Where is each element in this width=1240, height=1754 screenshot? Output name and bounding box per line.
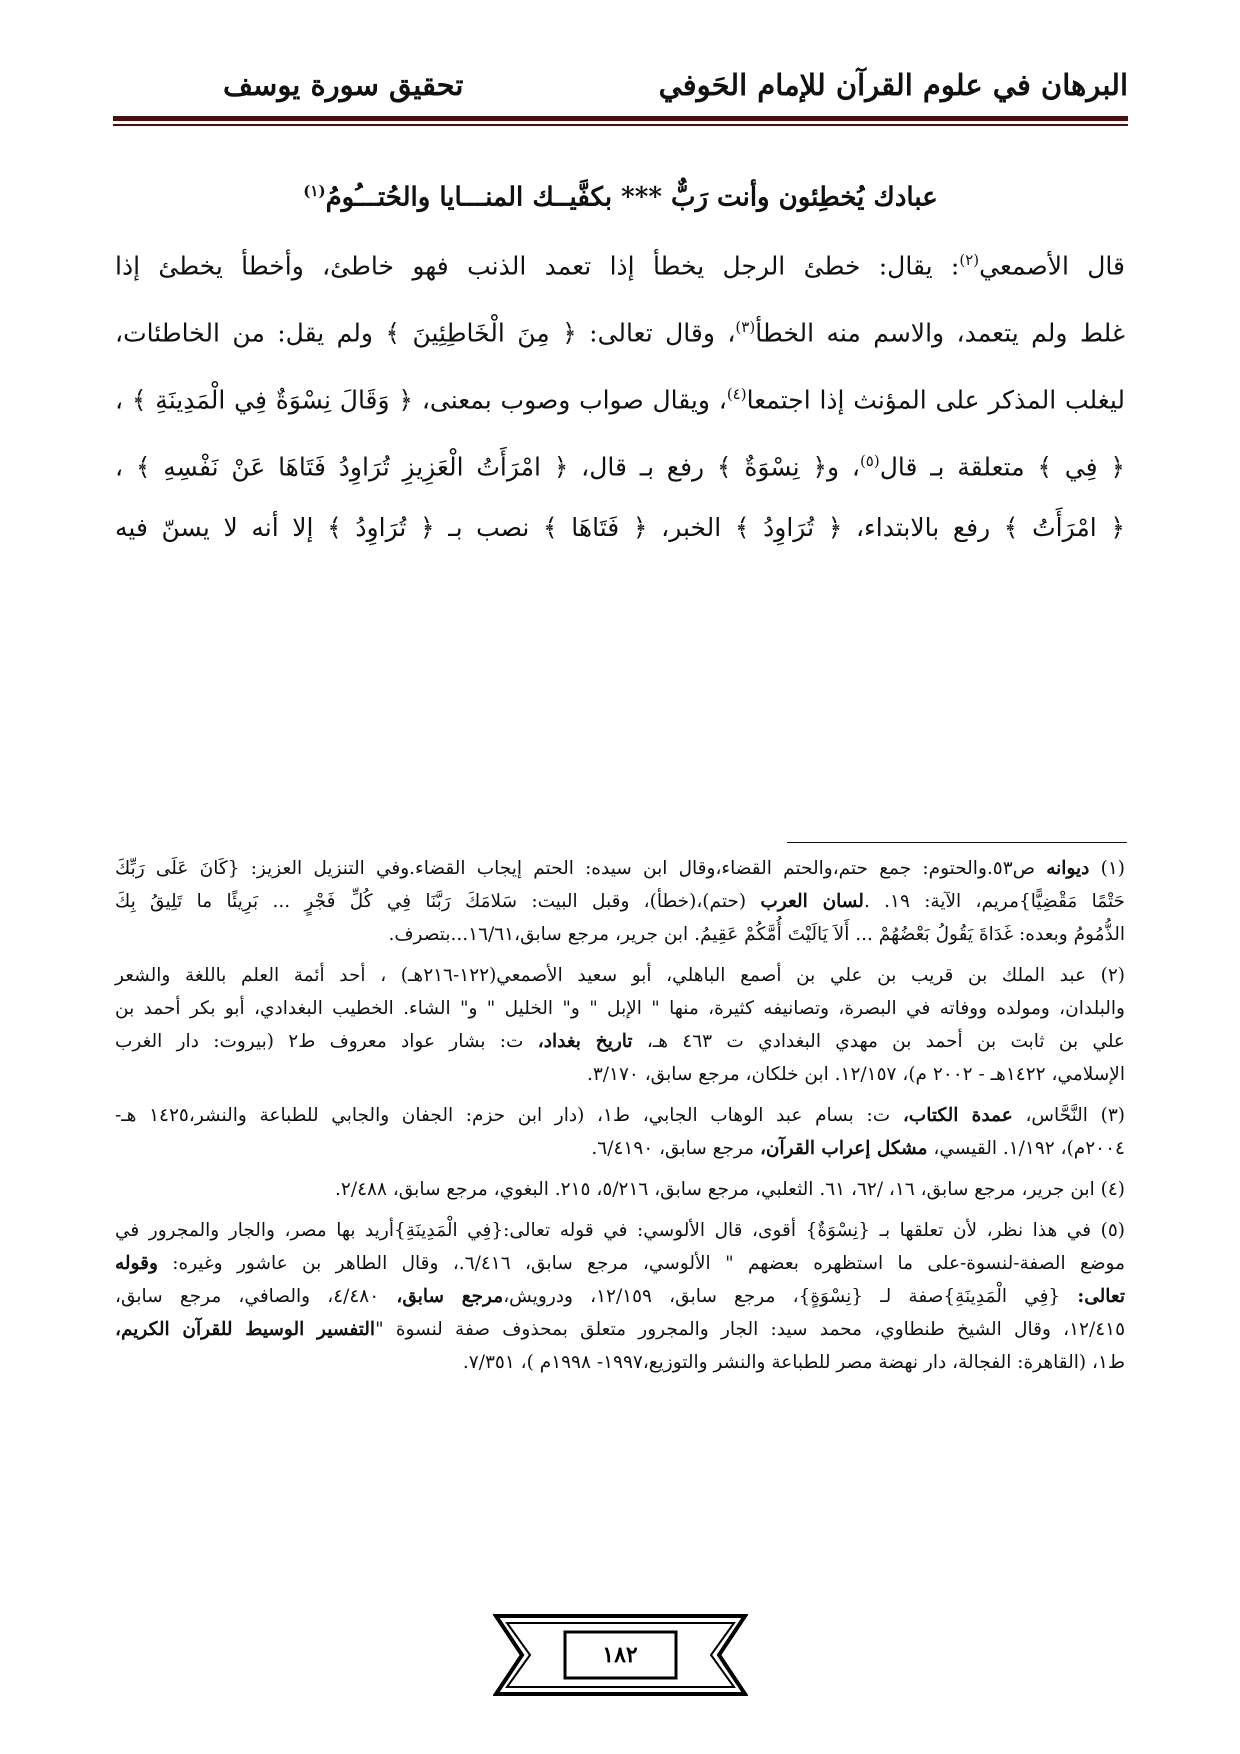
verse-text: عبادك يُخطِئون وأنت رَبٌّ *** بكفَّيــك المنـــايا والحُتـــُومُ <box>325 182 938 213</box>
footnote-ref: (٥) <box>859 452 880 470</box>
header-rule-thick <box>113 116 1128 121</box>
poetry-verse <box>113 182 1128 213</box>
text-line: ﴿ فِي ﴾ متعلقة بـ قال$^{(٥)}$، و﴿ نِسْوَةٌ ﴾ رفع بـ قال، ﴿ امْرَأَتُ الْعَزِيزِ تُرَاوِدُ فَتَاهَا عَنْ نَفْسِهِ ﴾ ، <box>115 452 1126 482</box>
footnote-5-line: ط١، (القاهرة: الفجالة، دار نهضة مصر للطباعة والنشر والتوزيع،١٩٩٧- ١٩٩٨م )، ٧/٣٥١. <box>462 1352 1125 1373</box>
footnote-5-line: تعالى: {فِي الْمَدِينَةِ}صفة لـ {نِسْوَةٍ}، مرجع سابق، ١٢/١٥٩، ودرويش،مرجع سابق، ٤/٤٨٠، والصافي، مرجع سابق، <box>115 1286 1125 1307</box>
text-line: ﴿ امْرَأَتُ ﴾ رفع بالابتداء، ﴿ تُرَاوِدُ ﴾ الخبر، ﴿ فَتَاهَا ﴾ نصب بـ ﴿ تُرَاوِدُ ﴾ إلا أنه لا يسنّ فيه <box>115 513 1125 542</box>
footnote-1-line: (١) ديوانه ص٥٣.والحتوم: جمع حتم،والحتم القضاء،وقال ابن سيده: الحتم إيجاب القضاء.وفي التنزيل العزيز: {كَانَ عَلَى رَبِّكَ <box>115 858 1125 879</box>
footnote-2-line: الإسلامي، ١٤٢٢هـ - ٢٠٠٢ م)، ١٢/١٥٧. ابن خلكان، مرجع سابق، ٣/١٧٠. <box>586 1064 1125 1085</box>
book-title: البرهان في علوم القرآن للإمام الحَوفي <box>658 68 1128 102</box>
footnote-1-line: الذُّمُومُ وبعده: غَدَاةَ يَقُولُ بَعْضُهُمْ ... أَلاَ يَالَيْتَ أُمَّكُمْ عَقِيمُ. ابن جرير، مرجع سابق،١٦/٦١...بتصرف. <box>388 924 1125 945</box>
page-number: ١٨٢ <box>602 1642 638 1668</box>
footnote-ref: (١) <box>303 182 326 200</box>
running-header <box>113 62 1128 112</box>
text-line: ليغلب المذكر على المؤنث إذا اجتمعا$^{(٤)}$، ويقال صواب وصوب بمعنى، ﴿ وَقَالَ نِسْوَةٌ فِي الْمَدِينَةِ ﴾ ، <box>115 385 1125 415</box>
footnote-ref: (٣) <box>735 318 756 336</box>
footnote-5-line: موضع الصفة-لنسوة-على ما استظهره بعضهم " الألوسي، مرجع سابق، ٦/٤١٦.، وقال الطاهر بن عاشور وغيره: وقوله <box>115 1253 1125 1274</box>
footnote-4-line: (٤) ابن جرير، مرجع سابق، ١٦، /٦٢، ٦١. الثعلبي، مرجع سابق، ٥/٢١٦، ٢١٥. البغوي، مرجع سابق، ٢/٤٨٨. <box>335 1179 1125 1200</box>
header-rule-thin <box>113 124 1128 126</box>
footnote-3-line: (٣) النَّحَّاس، عمدة الكتاب، ت: بسام عبد الوهاب الجابي، ط١، (دار ابن حزم: الجفان والجابي للطباعة والنشر،١٤٢٥ هـ- <box>115 1105 1125 1126</box>
footnote-separator <box>787 842 1127 843</box>
footnotes <box>115 853 1125 1380</box>
footnote-2-line: (٢) عبد الملك بن قريب بن علي بن أصمع الباهلي، أبو سعيد الأصمعي(١٢٢-٢١٦هـ) ، أحد أئمة العلم باللغة والشعر <box>115 965 1125 986</box>
main-text <box>115 232 1125 567</box>
section-title: تحقيق سورة يوسف <box>223 68 464 102</box>
footnote-5-line: (٥) في هذا نظر، لأن تعلقها بـ {نِسْوَةٌ} أقوى، قال الألوسي: في قوله تعالى:{فِي الْمَدِينَةِ}أريد بها مصر، والجار والمجرور في <box>115 1220 1125 1241</box>
text-line: غلط ولم يتعمد، والاسم منه الخطأ$^{(٣)}$، وقال تعالى: ﴿ مِنَ الْخَاطِئِينَ ﴾ ولم يقل: من الخاطئات، <box>115 318 1125 348</box>
footnote-2-line: والبلدان، ومولده ووفاته في البصرة، وتصانيفه كثيرة، منها " الإبل " و" الخليل " و" الشاء. الخطيب البغدادي، أبو بكر أحمد بن <box>115 998 1125 1019</box>
footnote-5-line: ١٢/٤١٥، وقال الشيخ طنطاوي، محمد سيد: الجار والمجرور متعلق بمحذوف صفة لنسوة "التفسير الوسيط للقرآن الكريم، <box>115 1319 1126 1340</box>
footnote-ref: (٤) <box>726 385 747 403</box>
footnote-1-line: حَتْمًا مَقْضِيًّا}مريم، الآية: ١٩. .لسان العرب (حتم)،(خطأ)، وقبل البيت: سَلامَكَ رَبَّنَا فِي كُلِّ فَجْرٍ ... بَرِيئًا ما تَلِيقُ بِكَ <box>115 891 1125 912</box>
footnote-ref: (٢) <box>959 251 980 269</box>
footnote-3-line: ٢٠٠٤م)، ١/١٩٢. القيسي، مشكل إعراب القرآن، مرجع سابق، ٦/٤١٩٠. <box>591 1138 1125 1159</box>
footnote-2-line: علي بن ثابت بن أحمد بن مهدي البغدادي ت ٤٦٣ هـ، تاريخ بغداد، ت: بشار عواد معروف ط٢ (بيروت: دار الغرب <box>115 1031 1125 1052</box>
text-line: قال الأصمعي$^{(٢)}$: يقال: خطئ الرجل يخطأ إذا تعمد الذنب فهو خاطئ، وأخطأ يخطئ إذا <box>115 251 1125 281</box>
